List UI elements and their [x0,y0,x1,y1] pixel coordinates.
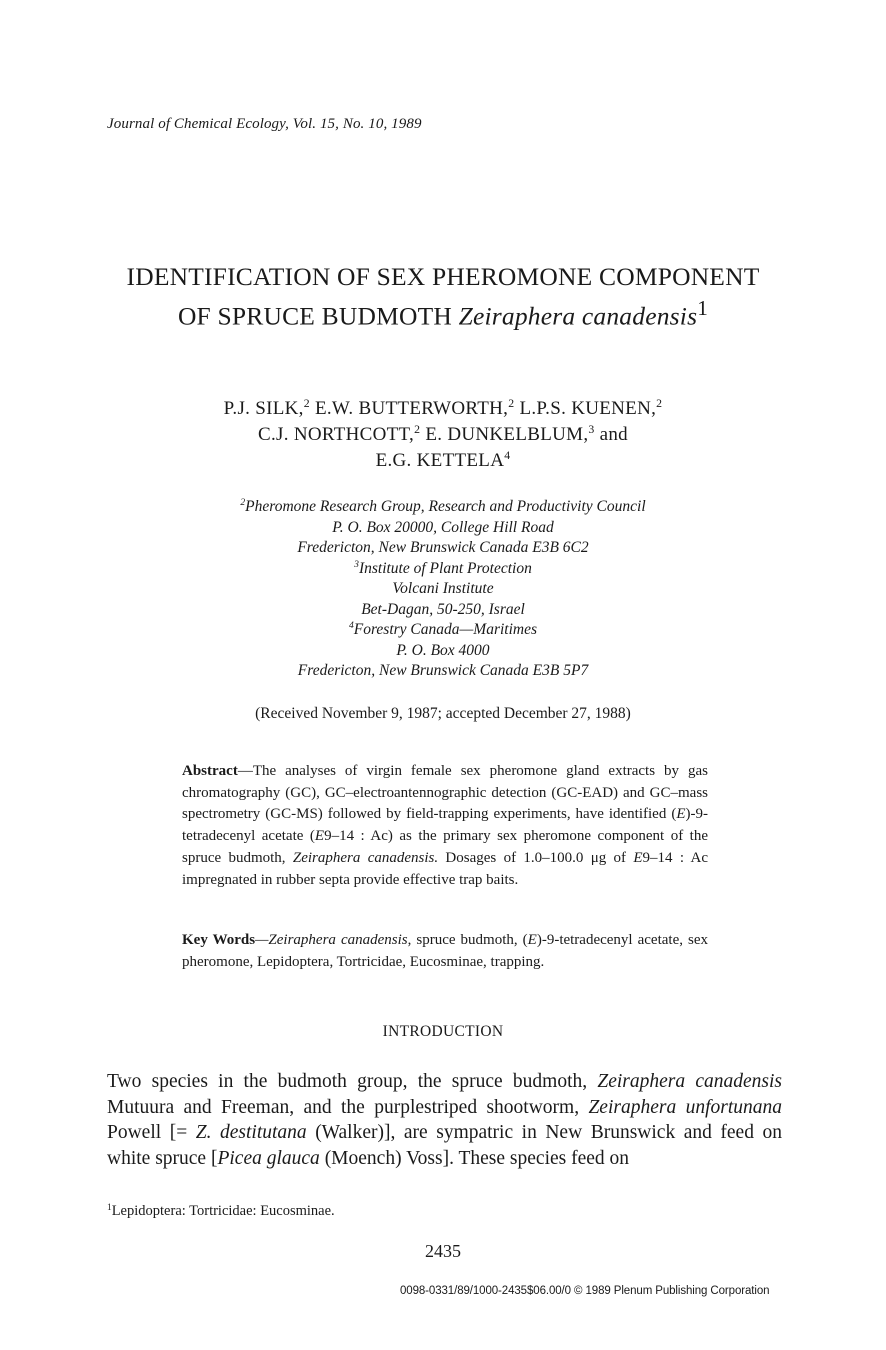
author-conjunction: and [594,424,628,445]
author-affil-mark: 2 [303,396,310,410]
author-dunkelblum: E. DUNKELBLUM, [420,424,589,445]
affiliations [0,497,886,682]
received-dates: (Received November 9, 1987; accepted December 27, 1988) [255,705,631,722]
key-words-label: Key Words [182,932,256,948]
affiliation-mark: 4 [348,620,354,632]
footnote-text: Lepidoptera: Tortricidae: Eucosminae. [111,1203,335,1219]
author-line-1 [0,396,886,422]
body-text: Two species in the budmoth group, the spruce budmoth, [107,1071,598,1092]
section-heading-introduction: INTRODUCTION [382,1023,504,1040]
key-words-text: , spruce budmoth, ( [407,932,528,948]
paper-title-line-1: IDENTIFICATION OF SEX PHEROMONE COMPONENT [126,262,760,291]
author-northcott: C.J. NORTHCOTT, [258,424,415,445]
abstract-text: Dosages of 1.0–100.0 μg of [438,849,634,866]
body-text: Powell [= [107,1122,196,1143]
author-silk: P.J. SILK, [223,398,304,419]
title-footnote-mark: 1 [697,296,709,320]
key-words-italic: E [527,932,537,948]
key-words [182,930,708,973]
affiliation-line: Bet-Dagan, 50-250, Israel [361,600,525,618]
affiliation-line [0,497,886,518]
body-species: Picea glauca [217,1147,320,1169]
footnote-mark: 1 [107,1202,112,1213]
abstract-italic: E [633,849,643,866]
author-list [0,396,886,474]
body-text: Mutuura and Freeman, and the purplestriped shootworm, [107,1096,589,1118]
author-butterworth: E.W. BUTTERWORTH, [309,398,509,419]
affiliation-line: Fredericton, New Brunswick Canada E3B 6C2 [297,539,589,556]
page-number: 2435 [425,1241,461,1261]
author-kuenen: L.P.S. KUENEN, [514,398,657,419]
abstract [182,761,708,891]
affiliation-line: Fredericton, New Brunswick Canada E3B 5P7 [297,662,589,679]
affiliation-line [0,620,886,641]
body-text: (Moench) Voss]. These species feed on [319,1147,630,1169]
affiliation-mark: 3 [354,558,359,570]
affiliation-line: P. O. Box 20000, College Hill Road [332,518,554,536]
key-words-species: —Zeiraphera canadensis [255,932,408,948]
abstract-species: Zeiraphera canadensis. [292,849,439,866]
body-text: (Walker)], are sympatric in New Brunswick and feed on white spruce [ [107,1122,782,1169]
abstract-text: )-9-tetradecenyl acetate ( [182,806,708,845]
abstract-text: 9–14 : Ac) as the primary sex pheromone component of the spruce budmoth, [182,828,709,866]
affiliation-line: P. O. Box 4000 [396,641,490,659]
paper-title-line-2 [0,293,886,332]
affiliation-mark: 2 [240,497,246,509]
author-affil-mark: 4 [504,448,511,462]
abstract-italic: E [676,806,686,823]
abstract-text: 9–14 : Ac impregnated in rubber septa provide effective trap baits. [182,849,708,888]
author-affil-mark: 3 [588,422,595,436]
body-species: Zeiraphera unfortunana [588,1096,782,1118]
abstract-label: Abstract [182,763,238,779]
footnote [107,1203,335,1220]
affiliation-text: Forestry Canada—Maritimes [353,621,538,638]
affiliation-text: Pheromone Research Group, Research and Productivity Council [245,498,646,515]
affiliation-line [0,559,886,580]
author-line-3 [0,448,886,474]
abstract-text: —The analyses of virgin female sex pheromone gland extracts by gas chromatography (GC), GC–electroantennographic detection (GC-EAD) and GC–mass spectrometry (GC-MS) followed by field-trapping experiments, have identified ( [182,763,708,823]
affiliation-line: Volcani Institute [392,580,494,597]
author-affil-mark: 2 [656,396,663,410]
title-species: Zeiraphera canadensis [458,301,698,331]
author-affil-mark: 2 [414,422,421,436]
title-prefix: OF SPRUCE BUDMOTH [177,301,459,331]
journal-citation: Journal of Chemical Ecology, Vol. 15, No. 10, 1989 [107,116,422,132]
body-species: Z. destitutana [195,1122,307,1143]
affiliation-text: Institute of Plant Protection [358,559,532,577]
body-species: Zeiraphera canadensis [597,1071,783,1092]
copyright-line: 0098-0331/89/1000-2435$06.00/0 © 1989 Plenum Publishing Corporation [400,1285,770,1297]
author-line-2 [0,422,886,448]
abstract-italic: E [314,828,325,845]
author-affil-mark: 2 [508,396,515,410]
introduction-paragraph [107,1069,782,1171]
key-words-text: )-9-tetradecenyl acetate, sex pheromone, Lepidoptera, Tortricidae, Eucosminae, trapping. [182,932,709,970]
author-kettela: E.G. KETTELA [375,450,505,471]
